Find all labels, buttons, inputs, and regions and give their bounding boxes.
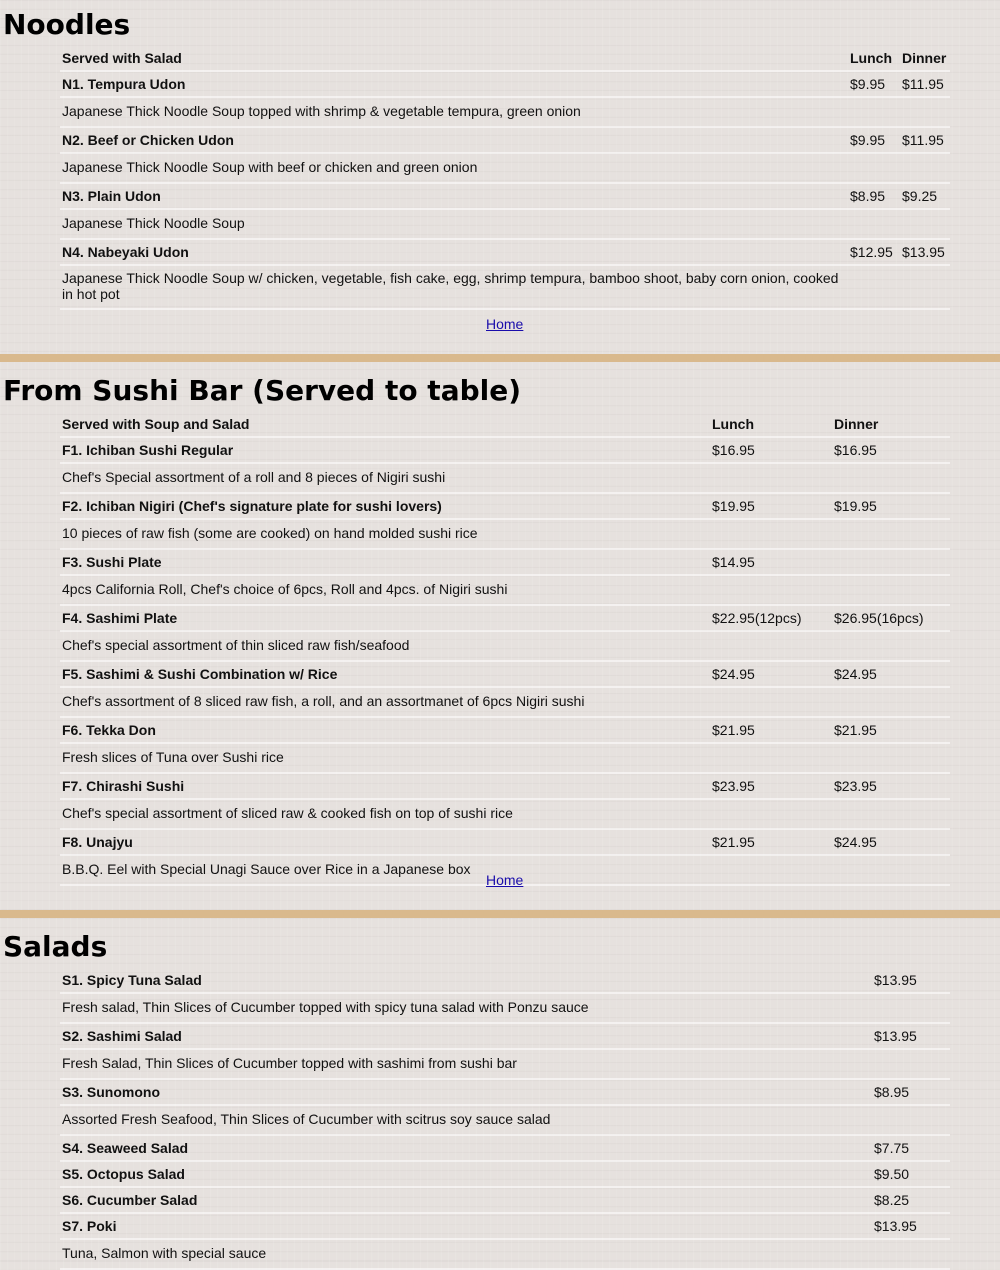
item-description: 10 pieces of raw fish (some are cooked) on hand molded sushi rice: [60, 519, 710, 549]
item-description: Japanese Thick Noodle Soup w/ chicken, vegetable, fish cake, egg, shrimp tempura, bamboo shoot, baby corn onion, cooked in hot pot: [60, 265, 848, 309]
item-description: Tuna, Salmon with special sauce: [60, 1239, 872, 1269]
table-row: [60, 437, 950, 463]
item-name: N4. Nabeyaki Udon: [60, 239, 848, 265]
lunch-price: $9.95: [848, 71, 900, 97]
dinner-price: $24.95: [832, 829, 950, 855]
dinner-price: $16.95: [832, 437, 950, 463]
table-row: [60, 743, 950, 773]
lunch-price: $8.95: [848, 183, 900, 209]
lunch-header: Lunch: [710, 412, 832, 437]
table-row: [60, 993, 950, 1023]
table-row: [60, 239, 950, 265]
item-description: Assorted Fresh Seafood, Thin Slices of Cucumber with scitrus soy sauce salad: [60, 1105, 872, 1135]
table-row: [60, 1105, 950, 1135]
table-row: [60, 773, 950, 799]
item-description: Chef's assortment of 8 sliced raw fish, a roll, and an assortmanet of 6pcs Nigiri sushi: [60, 687, 710, 717]
item-name: F7. Chirashi Sushi: [60, 773, 710, 799]
table-row: [60, 717, 950, 743]
salads-title: Salads: [3, 930, 108, 963]
lunch-price: $16.95: [710, 437, 832, 463]
table-row: [60, 463, 950, 493]
price: $8.25: [872, 1187, 950, 1213]
table-row: [60, 1079, 950, 1105]
item-description: Fresh salad, Thin Slices of Cucumber topped with spicy tuna salad with Ponzu sauce: [60, 993, 872, 1023]
table-row: [60, 687, 950, 717]
item-description: Chef's special assortment of sliced raw & cooked fish on top of sushi rice: [60, 799, 710, 829]
table-row: [60, 549, 950, 575]
table-row: [60, 799, 950, 829]
served-with-label: Served with Soup and Salad: [60, 412, 710, 437]
price: $8.95: [872, 1079, 950, 1105]
item-name: S4. Seaweed Salad: [60, 1135, 872, 1161]
item-name: F6. Tekka Don: [60, 717, 710, 743]
table-row: [60, 1023, 950, 1049]
lunch-price: $14.95: [710, 549, 832, 575]
salads-table: [60, 968, 950, 1270]
dinner-header: Dinner: [900, 46, 950, 71]
dinner-header: Dinner: [832, 412, 950, 437]
table-row: [60, 1239, 950, 1269]
lunch-price: $21.95: [710, 829, 832, 855]
item-name: N3. Plain Udon: [60, 183, 848, 209]
item-description: Japanese Thick Noodle Soup with beef or chicken and green onion: [60, 153, 848, 183]
lunch-price: $9.95: [848, 127, 900, 153]
item-name: N1. Tempura Udon: [60, 71, 848, 97]
lunch-price: $22.95(12pcs): [710, 605, 832, 631]
price: $9.50: [872, 1161, 950, 1187]
table-row: [60, 97, 950, 127]
dinner-price: $19.95: [832, 493, 950, 519]
table-row: [60, 968, 950, 993]
item-description: Japanese Thick Noodle Soup: [60, 209, 848, 239]
item-description: Fresh Salad, Thin Slices of Cucumber topped with sashimi from sushi bar: [60, 1049, 872, 1079]
table-row: [60, 209, 950, 239]
table-row: [60, 631, 950, 661]
dinner-price: $9.25: [900, 183, 950, 209]
item-name: F5. Sashimi & Sushi Combination w/ Rice: [60, 661, 710, 687]
price: $13.95: [872, 1023, 950, 1049]
salads-section: [0, 918, 1000, 1261]
table-row: [60, 605, 950, 631]
item-name: S2. Sashimi Salad: [60, 1023, 872, 1049]
lunch-header: Lunch: [848, 46, 900, 71]
item-description: Chef's Special assortment of a roll and 8 pieces of Nigiri sushi: [60, 463, 710, 493]
table-row: [60, 71, 950, 97]
dinner-price: $11.95: [900, 127, 950, 153]
table-row: [60, 661, 950, 687]
sushi-bar-table: [60, 412, 950, 886]
item-name: S5. Octopus Salad: [60, 1161, 872, 1187]
item-name: S1. Spicy Tuna Salad: [60, 968, 872, 993]
table-header-row: [60, 46, 950, 71]
item-description: Japanese Thick Noodle Soup topped with shrimp & vegetable tempura, green onion: [60, 97, 848, 127]
lunch-price: $23.95: [710, 773, 832, 799]
table-header-row: [60, 412, 950, 437]
sushi-bar-section: [0, 362, 1000, 908]
table-row: [60, 1187, 950, 1213]
section-divider: [0, 354, 1000, 362]
item-name: S6. Cucumber Salad: [60, 1187, 872, 1213]
table-row: [60, 1049, 950, 1079]
lunch-price: $21.95: [710, 717, 832, 743]
item-description: Chef's special assortment of thin sliced raw fish/seafood: [60, 631, 710, 661]
dinner-price: [832, 549, 950, 575]
price: $7.75: [872, 1135, 950, 1161]
lunch-price: $12.95: [848, 239, 900, 265]
dinner-price: $11.95: [900, 71, 950, 97]
table-row: [60, 127, 950, 153]
section-divider: [0, 910, 1000, 918]
item-description: Fresh slices of Tuna over Sushi rice: [60, 743, 710, 773]
item-description: B.B.Q. Eel with Special Unagi Sauce over Rice in a Japanese box: [60, 855, 710, 885]
table-row: [60, 575, 950, 605]
price: $13.95: [872, 968, 950, 993]
sushi-bar-title: From Sushi Bar (Served to table): [3, 374, 522, 407]
item-name: F4. Sashimi Plate: [60, 605, 710, 631]
noodles-table: [60, 46, 950, 310]
dinner-price: $24.95: [832, 661, 950, 687]
price: $13.95: [872, 1213, 950, 1239]
table-row: [60, 493, 950, 519]
lunch-price: $24.95: [710, 661, 832, 687]
dinner-price: $23.95: [832, 773, 950, 799]
table-row: [60, 1161, 950, 1187]
home-link[interactable]: Home: [486, 872, 524, 888]
item-name: F2. Ichiban Nigiri (Chef's signature plate for sushi lovers): [60, 493, 710, 519]
table-row: [60, 1135, 950, 1161]
noodles-title: Noodles: [3, 8, 131, 41]
table-row: [60, 183, 950, 209]
item-name: F3. Sushi Plate: [60, 549, 710, 575]
home-link[interactable]: Home: [486, 316, 524, 332]
table-row: [60, 519, 950, 549]
item-name: S3. Sunomono: [60, 1079, 872, 1105]
table-row: [60, 1213, 950, 1239]
served-with-label: Served with Salad: [60, 46, 848, 71]
table-row: [60, 265, 950, 309]
item-description: 4pcs California Roll, Chef's choice of 6pcs, Roll and 4pcs. of Nigiri sushi: [60, 575, 710, 605]
table-row: [60, 829, 950, 855]
item-name: N2. Beef or Chicken Udon: [60, 127, 848, 153]
dinner-price: $26.95(16pcs): [832, 605, 950, 631]
noodles-section: [0, 0, 1000, 352]
dinner-price: $13.95: [900, 239, 950, 265]
dinner-price: $21.95: [832, 717, 950, 743]
table-row: [60, 153, 950, 183]
item-name: F1. Ichiban Sushi Regular: [60, 437, 710, 463]
item-name: F8. Unajyu: [60, 829, 710, 855]
item-name: S7. Poki: [60, 1213, 872, 1239]
lunch-price: $19.95: [710, 493, 832, 519]
